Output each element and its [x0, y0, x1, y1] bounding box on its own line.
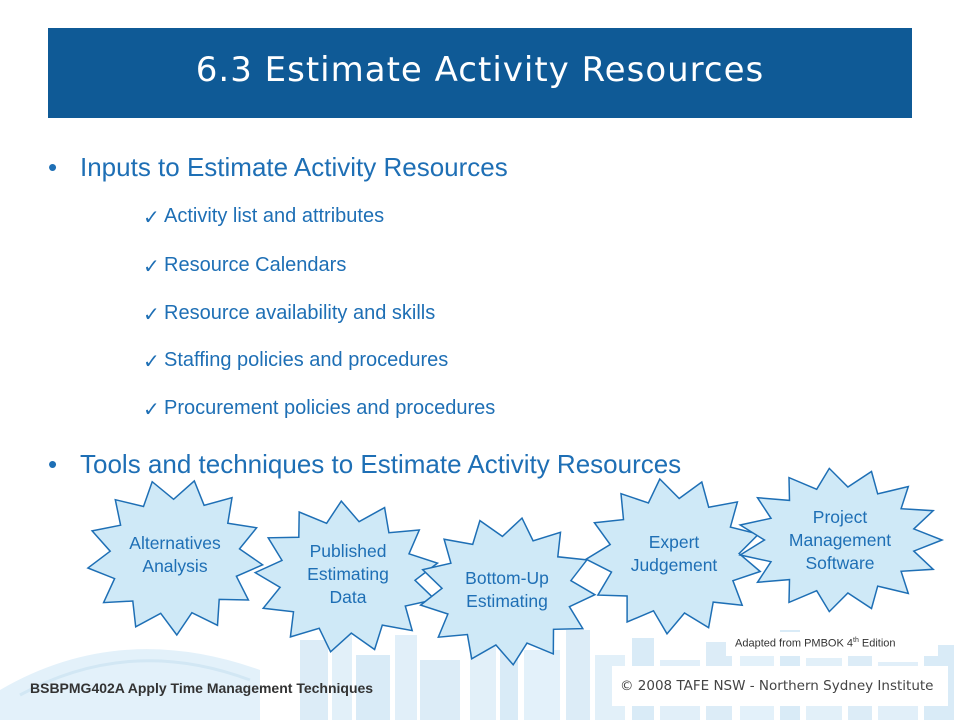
check-icon: ✓	[143, 351, 160, 373]
tool-label-line: Expert	[648, 532, 700, 552]
attribution	[735, 637, 896, 650]
check-icon: ✓	[143, 207, 160, 229]
tool-label-line: Project	[812, 507, 868, 527]
tool-alternatives-analysis	[95, 532, 255, 578]
attribution-sup: th	[853, 637, 859, 644]
tool-label-line: Alternatives	[129, 533, 221, 553]
input-item-text: Activity list and attributes	[164, 205, 385, 227]
tool-label-line: Estimating	[466, 591, 548, 611]
footer-course-title: BSBPMG402A Apply Time Management Techniques	[30, 680, 374, 696]
input-item-text: Procurement policies and procedures	[164, 397, 496, 419]
tool-label-line: Judgement	[630, 555, 718, 575]
bullet-icon: •	[48, 449, 58, 479]
bullet-tools-text: Tools and techniques to Estimate Activity Resources	[80, 449, 682, 479]
tool-published-estimating-data	[268, 540, 428, 609]
attribution-suffix: Edition	[858, 637, 896, 650]
footer-copyright: © 2008 TAFE NSW - Northern Sydney Institute	[620, 678, 934, 694]
input-item-text: Resource availability and skills	[164, 302, 436, 324]
input-item-text: Resource Calendars	[164, 254, 347, 276]
tool-label-line: Data	[329, 587, 367, 607]
tool-label-line: Software	[805, 553, 875, 573]
check-icon: ✓	[143, 256, 160, 278]
tool-label-line: Analysis	[142, 556, 208, 576]
bullet-icon: •	[48, 152, 58, 182]
check-icon: ✓	[143, 399, 160, 421]
slide-title: 6.3 Estimate Activity Resources	[195, 50, 765, 90]
tool-bottom-up-estimating	[427, 567, 587, 613]
bullet-inputs-text: Inputs to Estimate Activity Resources	[80, 152, 508, 182]
input-item-text: Staffing policies and procedures	[164, 349, 449, 371]
tool-label-line: Estimating	[307, 564, 389, 584]
attribution-text: Adapted from PMBOK 4	[735, 637, 853, 650]
tool-expert-judgement	[594, 531, 754, 577]
tool-label-line: Bottom-Up	[465, 568, 549, 588]
tool-project-management-software	[760, 506, 920, 575]
check-icon: ✓	[143, 304, 160, 326]
tool-label-line: Published	[309, 541, 387, 561]
tool-label-line: Management	[788, 530, 892, 550]
